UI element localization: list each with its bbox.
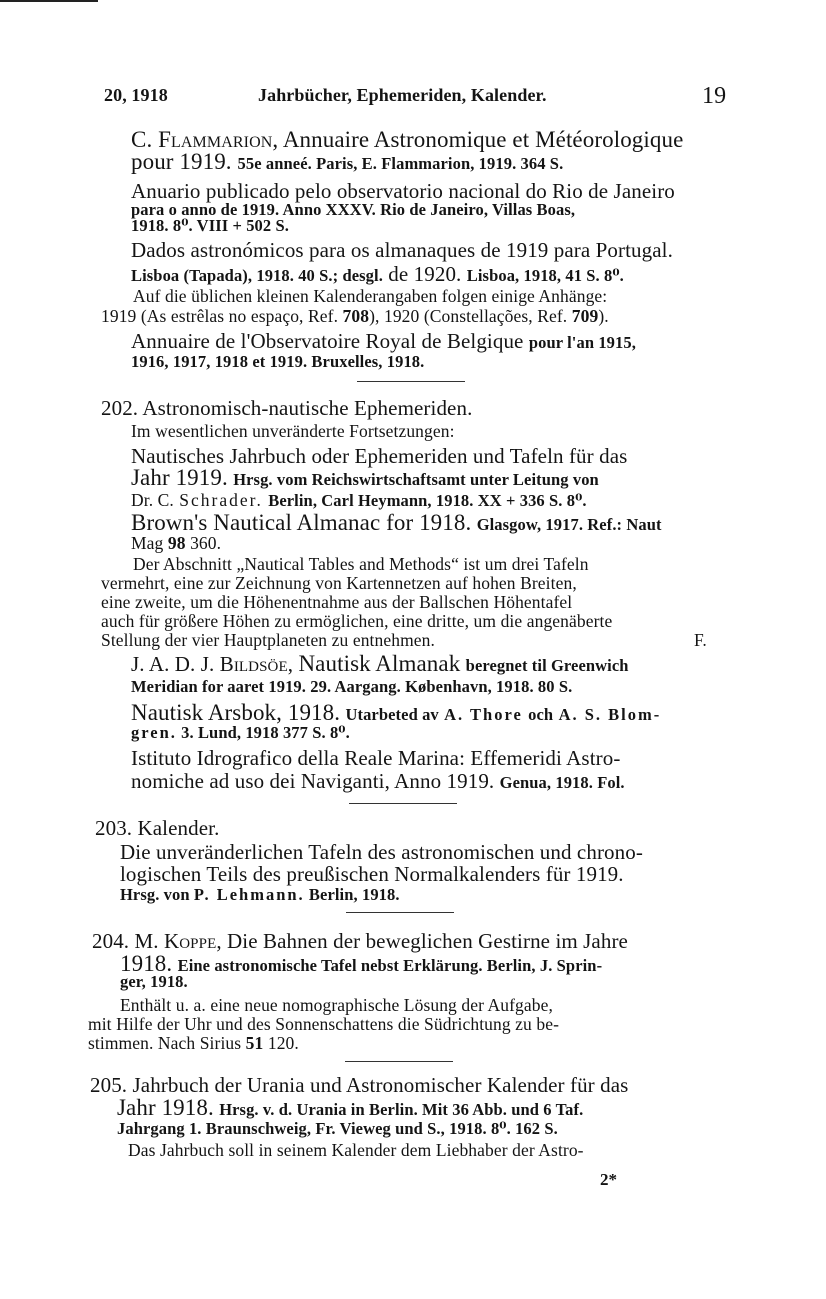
title-text: pour 1919. (131, 149, 232, 174)
note-text: ), 1920 (Constellações, Ref. (369, 306, 568, 326)
editor-name: A. S. Blom- (558, 705, 662, 724)
note-text: 1919 (As estrêlas no espaço, Ref. (101, 306, 339, 326)
s205-line3: Jahrgang 1. Braunschweig, Fr. Vieweg und S., 1918. 8⁰. 162 S. (117, 1119, 558, 1138)
s202-entry1-line1: Nautisches Jahrbuch oder Ephemeriden und Tafeln für das (131, 444, 628, 468)
title-text: Jahr 1919. (131, 465, 228, 490)
page-number: 19 (702, 83, 727, 109)
s205-note-line1: Das Jahrbuch soll in seinem Kalender dem Liebhaber der Astro- (128, 1140, 584, 1160)
author-name: Koppe, (163, 929, 222, 953)
ref-text: 360. (190, 533, 222, 553)
top-left-rule (0, 0, 98, 2)
editor-name: A. Thore (444, 705, 523, 724)
title-text: 1918. (120, 951, 173, 976)
s202-intro: Im wesentlichen unveränderte Fortsetzungen: (131, 421, 455, 441)
ref-number: 51 (245, 1033, 264, 1053)
title-text: Die Bahnen der beweglichen Gestirne im Jahre (227, 929, 628, 953)
s203-entry-line1: Die unveränderlichen Tafeln des astronomischen und chrono- (120, 840, 643, 864)
note-text: stimmen. Nach Sirius (88, 1033, 242, 1053)
year-text: de 1920. (388, 262, 462, 286)
editor-name: P. Lehmann. (193, 885, 305, 904)
imprint-text: Glasgow, 1917. Ref.: Naut (476, 515, 662, 534)
s204-note-line2: mit Hilfe der Uhr und des Sonnenschattens die Südrichtung zu be- (88, 1014, 560, 1034)
s203-entry-line2: logischen Teils des preußischen Normalkalenders für 1919. (120, 862, 624, 886)
editor-name: gren. (131, 723, 177, 742)
imprint-text: Lisboa, 1918, 41 S. 8⁰. (466, 266, 624, 285)
title-text: Annuaire Astronomique et Météorologique (282, 127, 684, 152)
imprint-text: Eine astronomische Tafel nebst Erklärung. Berlin, J. Sprin- (177, 956, 603, 975)
editor-text: Dr. C. (131, 490, 174, 510)
s203-entry-line3 (120, 883, 400, 907)
title-text: Jahr 1918. (117, 1095, 214, 1120)
header-title: Jahrbücher, Ephemeriden, Kalender. (258, 85, 547, 105)
ref-number: 709 (571, 306, 599, 326)
entry-portugal-line1: Dados astronómicos para os almanaques de 1919 para Portugal. (131, 238, 673, 262)
section-202-heading: 202. Astronomisch-nautische Ephemeriden. (101, 396, 473, 420)
author-name: J. A. D. J. Bildsöe, (131, 652, 294, 676)
header-volume: 20, 1918 (104, 85, 168, 105)
imprint-text: Hrsg. von (120, 885, 190, 904)
section-divider (346, 912, 454, 913)
imprint-text: Berlin, Carl Heymann, 1918. XX + 336 S. 8⁰. (268, 491, 587, 510)
ref-number: 98 (167, 533, 186, 553)
editor-name: Schrader. (179, 490, 263, 510)
s204-note-line3 (88, 1031, 299, 1055)
imprint-text: Aargang. København, 1918. 80 S. (334, 677, 573, 696)
imprint-text: pour l'an 1915, (528, 333, 636, 352)
entry-rio-line3: 1918. 8⁰. VIII + 502 S. (131, 216, 289, 235)
entry-belgique-line2: 1916, 1917, 1918 et 1919. Bruxelles, 1918. (131, 352, 425, 371)
ref-number: 708 (342, 306, 370, 326)
imprint-text: Berlin, 1918. (308, 885, 400, 904)
section-divider (349, 803, 457, 804)
s202-entry4-line2 (131, 721, 350, 745)
note-line2 (101, 304, 609, 328)
s202-entry5-line1: Istituto Idrografico della Reale Marina: Effemeridi Astro- (131, 746, 621, 770)
title-text: Brown's Nautical Almanac for 1918. (131, 510, 472, 535)
entry-number: 204. M. (92, 929, 159, 953)
imprint-text: Hrsg. vom Reichswirtschaftsamt unter Leitung von (233, 470, 599, 489)
imprint-text: 55e anneé. Paris, E. Flammarion, 1919. 364 S. (237, 154, 564, 173)
s202-entry5-line2 (131, 769, 625, 795)
imprint-text: Lisboa (Tapada), 1918. 40 S.; desgl. (131, 266, 383, 285)
imprint-text: 3. Lund, 1918 377 S. 8⁰. (181, 723, 350, 742)
title-text: Nautisk Almanak (298, 651, 461, 676)
section-divider (345, 1061, 453, 1062)
section-divider (357, 381, 465, 382)
entry-rio-line1: Anuario publicado pelo observatorio nacional do Rio de Janeiro (131, 179, 675, 203)
s202-note-signature: F. (694, 630, 707, 650)
imprint-text: och (528, 705, 554, 724)
ref-text: Mag (131, 533, 164, 553)
volume-number: 29. (310, 677, 332, 696)
signature-mark: 2* (600, 1170, 617, 1189)
imprint-text: Utarbeted av (345, 705, 439, 724)
author-name: C. Flammarion, (131, 127, 279, 152)
s202-entry3-line2 (131, 675, 572, 699)
s202-note-line2: vermehrt, eine zur Zeichnung von Kartennetzen auf hohen Breiten, (101, 573, 577, 593)
note-text: 120. (267, 1033, 299, 1053)
note-line1: Auf die üblichen kleinen Kalenderangaben folgen einige Anhänge: (133, 286, 608, 306)
s205-line1: 205. Jahrbuch der Urania und Astronomischer Kalender für das (90, 1073, 629, 1097)
title-text: nomiche ad uso dei Naviganti, Anno 1919. (131, 769, 495, 793)
imprint-text: Genua, 1918. Fol. (499, 773, 625, 792)
imprint-text: beregnet til Greenwich (465, 656, 629, 675)
title-text: Annuaire de l'Observatoire Royal de Belgique (131, 329, 524, 353)
entry-flammarion-line2 (131, 150, 563, 176)
s204-line2 (120, 952, 602, 978)
section-203-heading: 203. Kalender. (95, 816, 220, 840)
imprint-text: Hrsg. v. d. Urania in Berlin. Mit 36 Abb. und 6 Taf. (219, 1100, 584, 1119)
s202-note-line1: Der Abschnitt „Nautical Tables and Methods“ ist um drei Tafeln (133, 554, 589, 574)
s204-note-line1: Enthält u. a. eine neue nomographische Lösung der Aufgabe, (120, 995, 553, 1015)
s202-note-line5: Stellung der vier Hauptplaneten zu entnehmen. (101, 630, 435, 650)
note-text: ). (598, 306, 609, 326)
s204-line3: ger, 1918. (120, 972, 188, 991)
s202-note-line3: eine zweite, um die Höhenentnahme aus der Ballschen Höhentafel (101, 592, 573, 612)
title-text: Nautisk Arsbok, 1918. (131, 700, 341, 725)
entry-rio-line2: para o anno de 1919. Anno XXXV. Rio de Janeiro, Villas Boas, (131, 200, 576, 219)
imprint-text: Meridian for aaret 1919. (131, 677, 307, 696)
s202-note-line4: auch für größere Höhen zu ermöglichen, eine dritte, um die angenäberte (101, 611, 613, 631)
s204-line1 (92, 929, 628, 953)
